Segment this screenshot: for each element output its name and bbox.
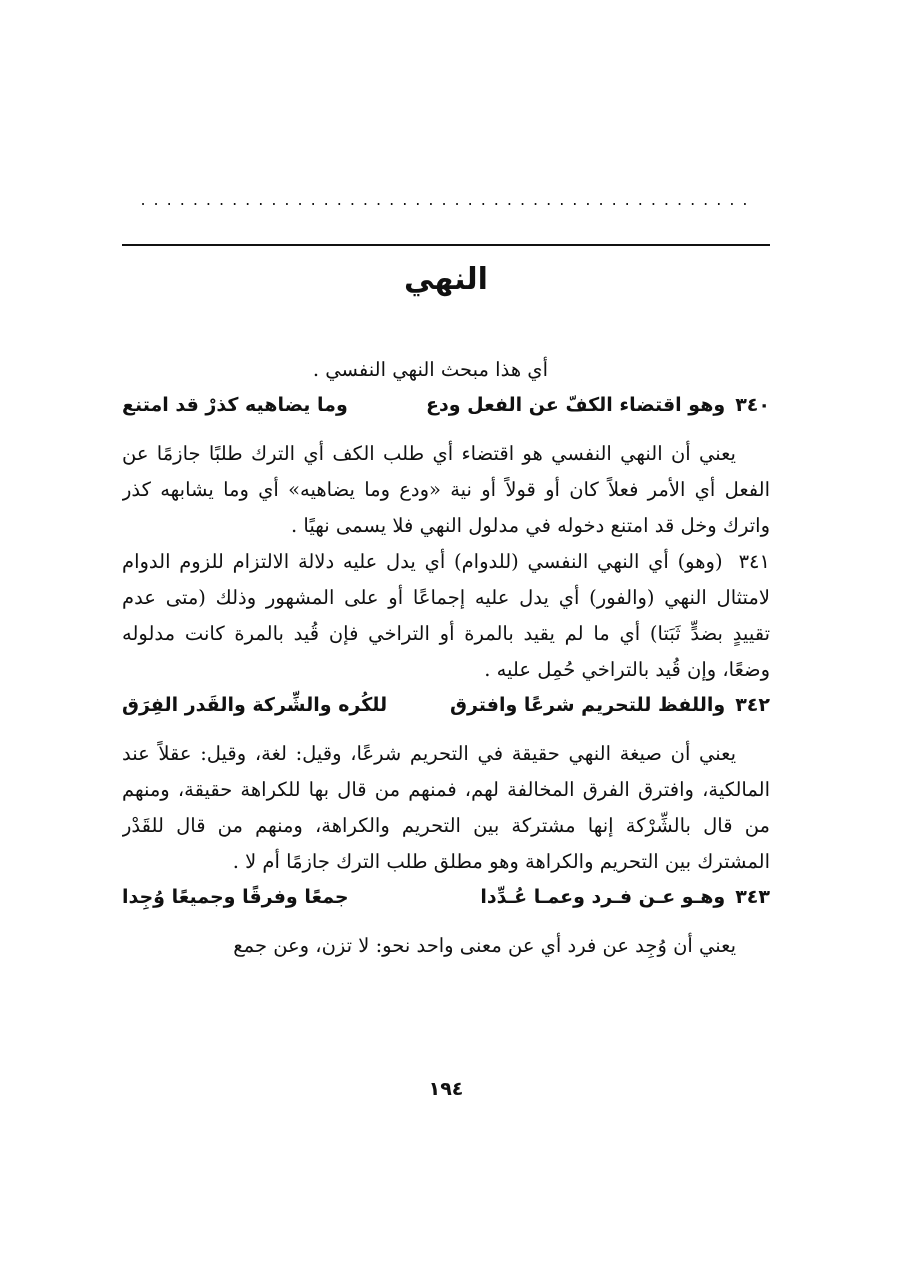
header-dots: ............................................... <box>140 190 756 209</box>
commentary-341 <box>122 544 770 688</box>
verse-hemistich-first: وهـو عـن فـرد وعمـا عُـدِّدا <box>480 886 726 908</box>
verse-hemistich-second: للكُره والشِّركة والقَدر الفِرَق <box>122 694 388 716</box>
page-number: ١٩٤ <box>428 1078 464 1100</box>
verse-340 <box>122 388 770 422</box>
verse-hemistich-first: وهو اقتضاء الكفّ عن الفعل ودع <box>426 394 726 416</box>
verse-hemistich-second: جمعًا وفرقًا وجميعًا وُجِدا <box>122 886 349 908</box>
header-rule <box>122 244 770 246</box>
intro-line: أي هذا مبحث النهي النفسي . <box>312 358 548 381</box>
verse-number: ٣٤٢ <box>735 694 770 716</box>
verse-hemistich-first: واللفظ للتحريم شرعًا وافترق <box>449 694 726 716</box>
commentary-340: يعني أن النهي النفسي هو اقتضاء أي طلب الكف أي الترك طلبًا جازمًا عن الفعل أي الأمر فعلاً كان أو قولاً أو نية «ودع وما يضاهيه» أي وما يشابهه كذر واترك وخل قد امتنع دخوله في مدلول النهي فلا يسمى نهيًا . <box>122 442 770 537</box>
verse-342 <box>122 688 770 722</box>
section-title: النهي <box>404 262 488 297</box>
verse-hemistich-second: وما يضاهيه كذرْ قد امتنع <box>122 394 348 416</box>
commentary-342: يعني أن صيغة النهي حقيقة في التحريم شرعًا، وقيل: لغة، وقيل: عقلاً عند المالكية، وافترق الفرق المخالفة لهم، فمنهم من قال بها للكراهة حقيقة، ومنهم من قال بالشِّرْكة إنها مشتركة بين التحريم والكراهة، ومنهم من قال للقَدْر المشترك بين التحريم والكراهة وهو مطلق طلب الترك جازمًا أم لا . <box>122 742 770 873</box>
commentary-343: يعني أن وُجِد عن فرد أي عن معنى واحد نحو: لا تزن، وعن جمع <box>233 934 736 957</box>
paragraph-number: ٣٤١ <box>738 550 770 573</box>
page-content <box>122 352 770 1012</box>
verse-number: ٣٤٣ <box>735 886 770 908</box>
commentary-341-text: (وهو) أي النهي النفسي (للدوام) أي يدل عليه دلالة الالتزام للزوم الدوام لامتثال النهي (والفور) أي يدل عليه إجماعًا أو على المشهور وذلك (متى عدم تقييدٍ بضدٍّ ثَبَتا) أي ما لم يقيد بالمرة أو التراخي فإن قُيد بالمرة كانت مدلوله وضعًا، وإن قُيد بالتراخي حُمِل عليه . <box>122 550 770 681</box>
verse-343 <box>122 880 770 914</box>
verse-number: ٣٤٠ <box>735 394 770 416</box>
